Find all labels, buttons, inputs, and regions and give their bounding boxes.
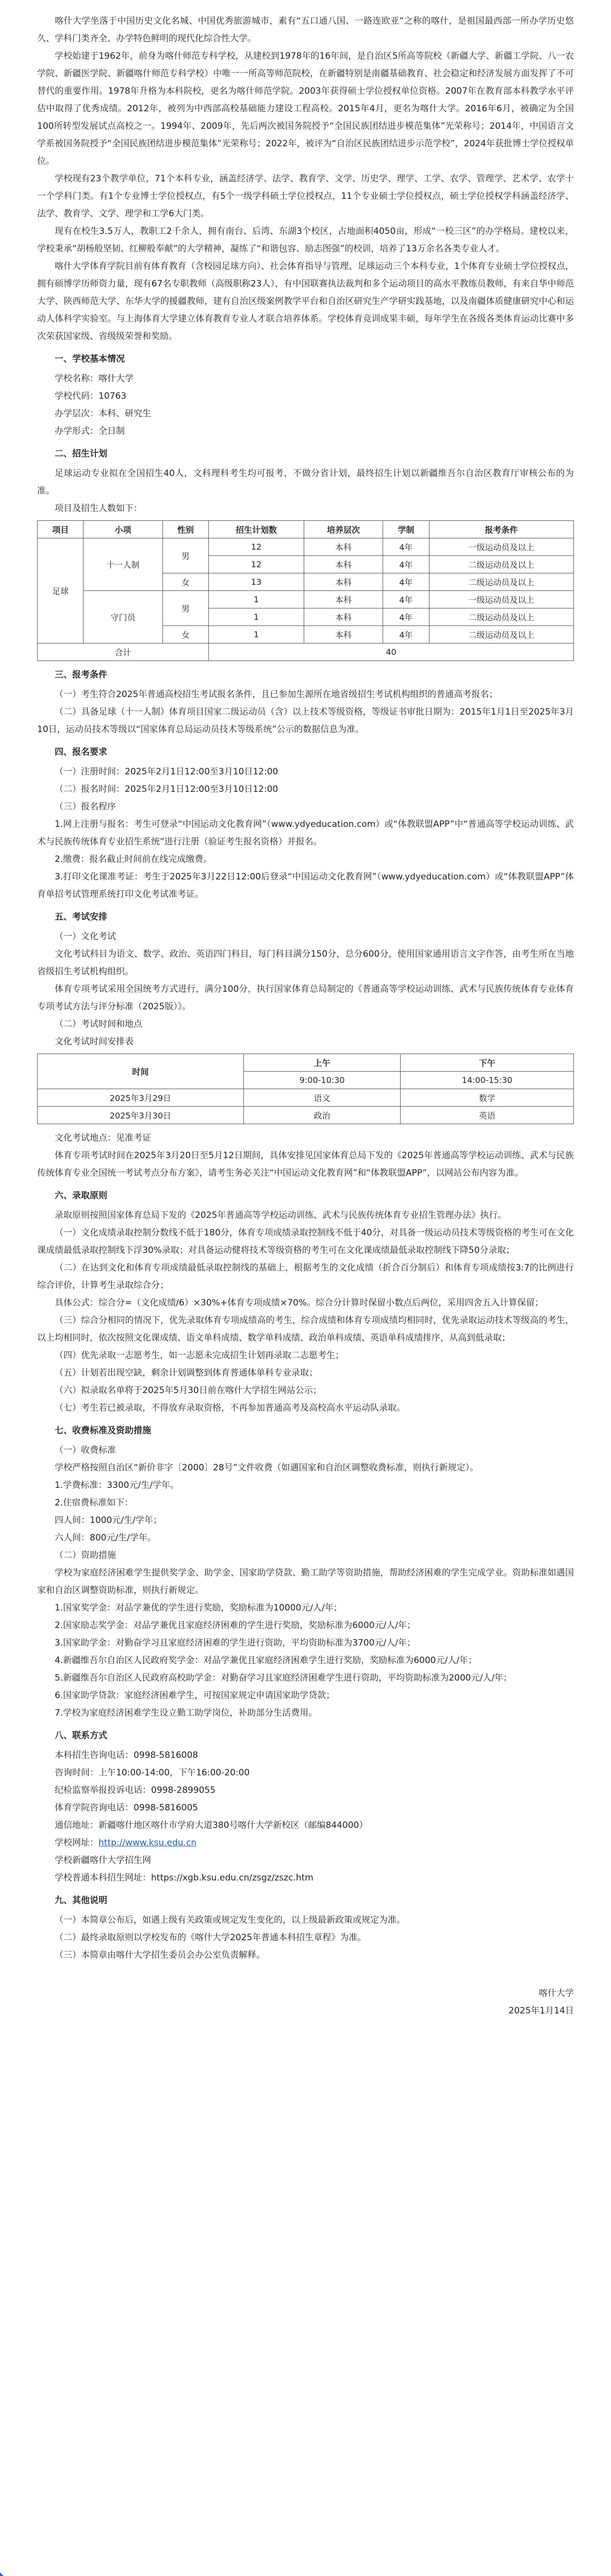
exam-item: （一）文化考试 [55, 931, 116, 942]
info-line: 学校名称：喀什大学 [55, 374, 134, 384]
intro-paragraph: 喀什大学坐落于中国历史文化名城、中国优秀旅游城市，素有“五口通八国、一路连欧亚”之称的喀什，是祖国最西部一所办学历史悠久、学科门类齐全、办学特色鲜明的现代化综合性大学。 [37, 16, 574, 44]
gender-cell: 女 [162, 573, 208, 591]
subject-cell: 英语 [401, 1107, 574, 1124]
subject-cell: 政治 [243, 1107, 401, 1124]
section-heading: 二、招生计划 [55, 449, 107, 459]
exam-item: 文化考试地点：见准考证 [55, 1133, 151, 1143]
condition-cell: 一级运动员及以上 [429, 591, 573, 608]
intro-paragraph: 学校现有23个教学单位，71个本科专业，涵盖经济学、法学、教育学、文学、历史学、理学、工学、农学、管理学、艺术学、农学十一个学科门类。有1个专业博士学位授权点，有5个一级学科硕士学位授权点，11个专业硕士学位授权点，硕士学位授权学科涵盖经济学、法学、教育学、文学、理学和工学6大门类。 [37, 174, 574, 219]
level-cell: 本科 [304, 538, 383, 556]
header-cell: 下午 [401, 1054, 574, 1072]
intro-paragraph: 现有在校生3.5万人，教职工2千余人，拥有南台、后湾、东湖3个校区，占地面积4050亩，形成“一校三区”的办学格局。建校以来，学校秉承“胡杨般坚韧、红柳般奉献”的大学精神，凝练了“和谐包容、励志图强”的校训，培养了13万余名各类专业人才。 [37, 226, 574, 254]
fee-item: （二）资助措施 [55, 1550, 116, 1561]
header-cell: 时间 [38, 1054, 244, 1089]
header-cell: 招生计划数 [209, 521, 304, 538]
info-line: 办学层次：本科、研究生 [55, 409, 151, 419]
table-row [38, 591, 574, 608]
contact-line: 体育学院咨询电话：0998-5816005 [55, 1803, 199, 1813]
table-caption: 项目及招生人数如下： [55, 503, 142, 514]
header-cell: 小项 [84, 521, 162, 538]
plan-paragraph: 足球运动专业拟在全国招生40人，文科理科考生均可报考，不做分省计划，最终招生计划以新疆维吾尔自治区教育厅审核公布的为准。 [37, 468, 574, 496]
fee-item: 四人间：1000元/生/学年； [55, 1515, 162, 1526]
project-cell: 足球 [38, 538, 84, 643]
registration-item: （三）报名程序 [55, 802, 116, 812]
table-row [38, 1089, 574, 1107]
schedule-header-row [38, 1054, 574, 1072]
registration-item: 3.打印文化课准考证：考生于2025年3月22日12:00后登录“中国运动文化教育网”（www.ydyeducation.com）或“体教联盟APP”体育单招考试管理系统打印文化考试准考证。 [37, 872, 574, 900]
section-heading: 八、联系方式 [55, 1731, 107, 1741]
fee-item: 1.学费标准：3300元/生/学年。 [55, 1480, 179, 1490]
table-header-row [38, 521, 574, 538]
condition-cell: 二级运动员及以上 [429, 556, 573, 573]
quota-cell: 12 [209, 538, 304, 556]
admission-item: 录取原则按照国家体育总局下发的《2025年普通高等学校运动训练、武术与民族传统体育专业招生管理办法》执行。 [55, 1210, 507, 1221]
admission-item: （七）考生若已被录取，不得放弃录取资格，不再参加普通高考及高校高水平运动队录取。 [55, 1403, 405, 1413]
admission-item: （六）拟录取名单将于2025年5月30日前在喀什大学招生网站公示； [55, 1385, 322, 1396]
total-label-cell: 合计 [38, 643, 209, 661]
info-line: 办学形式：全日制 [55, 426, 125, 436]
exam-item: 文化考试科目为语文、数学、政治、英语四门科目，每门科目满分150分，总分600分，使用国家通用语言文字作答，由考生所在当地省级招生考试机构组织。 [37, 949, 574, 977]
gender-cell: 男 [162, 591, 208, 626]
fee-item: 六人间：800元/生/学年。 [55, 1533, 156, 1543]
gender-cell: 女 [162, 626, 208, 643]
condition-item: （二）具备足球（十一人制）体育项目国家二级运动员（含）以上技术等级资格，等级证书审批日期为：2015年1月1日至2025年3月10日，运动员技术等级以“国家体育总局运动员技术等级系统”公示的数据信息为准。 [37, 707, 574, 735]
contact-line: 学校普通本科招生网址：https://xgb.ksu.edu.cn/zsgz/zszc.htm [55, 1873, 313, 1883]
admission-item: （三）综合分相同的情况下，优先录取体育专项成绩高的考生，综合成绩和体育专项成绩均相同时，优先录取运动技术等级高的考生，以上均相同时，依次按照文化课成绩、语文单科成绩、数学单科成绩、政治单科成绩、英语单科成绩排序，从高到低录取； [37, 1315, 574, 1343]
section-heading: 五、考试安排 [55, 912, 107, 922]
fee-item: 3.国家助学金：对勤奋学习且家庭经济困难的学生进行资助，平均资助标准为3700元/人/年； [55, 1638, 416, 1648]
level-cell: 本科 [304, 626, 383, 643]
admission-item: （五）计划若出现空缺，剩余计划调整到体育普通体单科专业录取； [55, 1368, 318, 1378]
table-row [38, 538, 574, 556]
subitem-cell: 十一人制 [84, 538, 162, 591]
date-cell: 2025年3月29日 [38, 1089, 244, 1107]
years-cell: 4年 [383, 573, 429, 591]
contact-line: 通信地址：新疆喀什地区喀什市学府大道380号喀什大学新校区（邮编844000） [55, 1820, 368, 1831]
table-row [38, 1107, 574, 1124]
fee-item: 5.新疆维吾尔自治区人民政府高校助学金：对勤奋学习且家庭经济困难学生进行资助，平均资助标准为2000元/人/年； [55, 1673, 512, 1683]
school-website-link[interactable]: http://www.ksu.edu.cn [98, 1838, 197, 1848]
fee-item: 2.国家励志奖学金：对品学兼优且家庭经济困难的学生进行奖励，奖励标准为6000元/人/年； [55, 1620, 416, 1631]
time-cell: 9:00-10:30 [243, 1072, 401, 1089]
section-heading: 一、学校基本情况 [55, 354, 125, 364]
header-cell: 报考条件 [429, 521, 573, 538]
fee-item: 2.住宿费标准如下： [55, 1498, 134, 1508]
time-cell: 14:00-15:30 [401, 1072, 574, 1089]
fee-item: （一）收费标准 [55, 1445, 116, 1455]
years-cell: 4年 [383, 626, 429, 643]
admission-item: （一）文化成绩录取控制分数线不低于180分，体育专项成绩录取控制线不低于40分，对具备一级运动员技术等级资格的考生可在文化课成绩最低录取控制线下浮30%录取；对具备运动健将技术等级资格的考生可在文化课成绩最低录取控制线下降50分录取； [37, 1228, 574, 1256]
contact-line: 学校新疆喀什大学招生网 [55, 1855, 151, 1866]
level-cell: 本科 [304, 573, 383, 591]
contact-line: 咨询时间：上午10:00-14:00，下午16:00-20:00 [55, 1768, 250, 1778]
contact-line [37, 1834, 574, 1852]
subitem-cell: 守门员 [84, 591, 162, 643]
signature-org: 喀什大学 [539, 1988, 574, 1998]
website-label: 学校网址： [55, 1838, 98, 1848]
fee-item: 7.学校为家庭经济困难学生设立勤工助学岗位，补助部分生活费用。 [55, 1708, 318, 1718]
intro-paragraph: 喀什大学体育学院目前有体育教育（含校园足球方向）、社会体育指导与管理、足球运动三个本科专业，1个体育专业硕士学位授权点，拥有硕博学历师资力量，现有67名专职教师（高级职称23人），有中国联赛执法裁判和多个运动项目的高水平教练员教师，有来自华中师范大学、陕西师范大学、东华大学的援疆教师，建有自治区级案例教学平台和自治区研究生产学研实践基地，以及南疆体质健康研究中心和运动人体科学实验室。与上海体育大学建立体育教育专业人才联合培养体系。学校体育竞训成果丰硕，每年学生在各级各类体育运动比赛中多次荣获国家级、省级级荣誉和奖励。 [37, 261, 574, 342]
intro-paragraph: 学校始建于1962年，前身为喀什师范专科学校，从建校到1978年的16年间，是自治区5所高等院校（新疆大学、新疆工学院、八一农学院、新疆医学院、新疆喀什师范专科学校）中唯一一所高等师范院校，在新疆特别是南疆基础教育、社会稳定和经济发展方面发挥了不可替代的重要作用。1978年升格为本科院校，更名为喀什师范学院。2003年获得硕士学位授权单位资格。2007年在教育部本科教学水平评估中取得了优秀成绩。2012年，被列为中西部高校基础能力建设工程高校。2015年4月，更名为喀什大学。2016年6月，被确定为全国100所转型发展试点高校之一。1994年、2009年，先后两次被国务院授予“全国民族团结进步模范集体”光荣称号；2014年，中国语言文学系被国务院授予“全国民族团结进步模范集体”光荣称号；2022年，被评为“自治区民族团结进步示范学校”，2024年获批博士学位授权单位。 [37, 51, 574, 166]
fee-item: 1.国家奖学金：对品学兼优的学生进行奖励，奖励标准为10000元/人/年； [55, 1603, 342, 1613]
date-cell: 2025年3月30日 [38, 1107, 244, 1124]
registration-item: 1.网上注册与报名：考生可登录“中国运动文化教育网”（www.ydyeducation.com）或“体教联盟APP”中“普通高等学校运动训练、武术与民族传统体育专业招生系统”进行注册（验证考生报名资格）并报名。 [37, 819, 574, 847]
condition-cell: 一级运动员及以上 [429, 538, 573, 556]
level-cell: 本科 [304, 556, 383, 573]
note-item: （三）本简章由喀什大学招生委员会办公室负责解释。 [55, 1950, 265, 1960]
header-cell: 学制 [383, 521, 429, 538]
fee-item: 4.新疆维吾尔自治区人民政府奖学金：对品学兼优且家庭经济困难学生进行奖励，奖励标准为6000元/人/年； [55, 1655, 477, 1666]
info-line: 学校代码：10763 [55, 391, 127, 401]
note-item: （一）本简章公布后，如遇上级有关政策或规定发生变化的，以上级最新政策或规定为准。 [55, 1915, 405, 1925]
table-total-row [38, 643, 574, 661]
registration-item: 2.缴费：报名截止时间前在线完成缴费。 [55, 854, 212, 865]
fee-item: 学校严格按照自治区“新价非字〔2000〕28号”文件收费（如遇国家和自治区调整收费标准，则执行新规定）。 [55, 1463, 479, 1473]
exam-item: 体育专项考试采用全国统考方式进行，满分100分，执行国家体育总局制定的《普通高等学校运动训练、武术与民族传统体育专业体育专项考试方法与评分标准（2025版）》。 [37, 984, 574, 1012]
level-cell: 本科 [304, 591, 383, 608]
condition-cell: 二级运动员及以上 [429, 573, 573, 591]
exam-item: 体育专项考试时间在2025年3月20日至5月12日期间，具体安排见国家体育总局下发的《2025年普通高等学校运动训练、武术与民族传统体育专业全国统一考试考点分布方案》，请考生务必关注“中国运动文化教育网”和“体教联盟APP”，以网站公布内容为准。 [37, 1150, 574, 1178]
quota-cell: 1 [209, 608, 304, 626]
fee-item: 学校为家庭经济困难学生提供奖学金、助学金、国家助学贷款、勤工助学等资助措施，帮助经济困难的学生完成学业。资助标准如遇国家和自治区调整资助标准，则执行新规定。 [37, 1568, 574, 1596]
section-heading: 九、其他说明 [55, 1895, 107, 1906]
quota-cell: 1 [209, 591, 304, 608]
subject-cell: 数学 [401, 1089, 574, 1107]
quota-cell: 12 [209, 556, 304, 573]
signature-date: 2025年1月14日 [508, 2006, 574, 2016]
section-heading: 七、收费标准及资助措施 [55, 1426, 151, 1436]
years-cell: 4年 [383, 608, 429, 626]
enrollment-table [37, 520, 574, 661]
section-heading: 三、报考条件 [55, 670, 107, 680]
admission-item: （二）在达到文化和体育专项成绩最低录取控制线的基础上，根据考生的文化成绩（折合百分制后）和体育专项成绩按3:7的比例进行综合评价，计算考生录取综合分； [37, 1263, 574, 1291]
exam-item: （二）考试时间和地点 [55, 1019, 142, 1029]
fee-item: 6.国家助学贷款：家庭经济困难学生，可按国家规定申请国家助学贷款； [55, 1690, 335, 1701]
years-cell: 4年 [383, 591, 429, 608]
quota-cell: 1 [209, 626, 304, 643]
years-cell: 4年 [383, 538, 429, 556]
gender-cell: 男 [162, 538, 208, 573]
contact-line: 纪检监察举报投诉电话：0998-2899055 [55, 1785, 216, 1795]
condition-cell: 二级运动员及以上 [429, 626, 573, 643]
registration-item: （二）报名时间：2025年2月1日12:00至3月10日12:00 [55, 784, 278, 794]
admission-item: （四）优先录取一志愿考生，如一志愿未完成招生计划再录取二志愿考生； [55, 1350, 344, 1361]
subject-cell: 语文 [243, 1089, 401, 1107]
note-item: （二）最终录取原则以学校发布的《喀什大学2025年普通本科招生章程》为准。 [55, 1933, 367, 1943]
header-cell: 性别 [162, 521, 208, 538]
header-cell: 项目 [38, 521, 84, 538]
quota-cell: 13 [209, 573, 304, 591]
admission-item: 具体公式：综合分=（文化成绩/6）×30%+体育专项成绩×70%。综合分计算时保留小数点后两位，采用四舍五入计算保留； [55, 1298, 544, 1308]
contact-line: 本科招生咨询电话：0998-5816008 [55, 1750, 199, 1760]
condition-item: （一）考生符合2025年普通高校招生考试报名条件，且已参加生源所在地省级招生考试机构组织的普通高考报名； [55, 689, 498, 700]
header-cell: 上午 [243, 1054, 401, 1072]
condition-cell: 二级运动员及以上 [429, 608, 573, 626]
level-cell: 本科 [304, 608, 383, 626]
section-heading: 六、录取原则 [55, 1191, 107, 1201]
exam-schedule-table [37, 1054, 574, 1124]
schedule-caption: 文化考试时间安排表 [55, 1037, 134, 1047]
page-corner-decoration [0, 2562, 31, 2576]
section-heading: 四、报名要求 [55, 747, 107, 757]
total-value-cell: 40 [209, 643, 574, 661]
years-cell: 4年 [383, 556, 429, 573]
header-cell: 培养层次 [304, 521, 383, 538]
registration-item: （一）注册时间：2025年2月1日12:00至3月10日12:00 [55, 767, 278, 777]
